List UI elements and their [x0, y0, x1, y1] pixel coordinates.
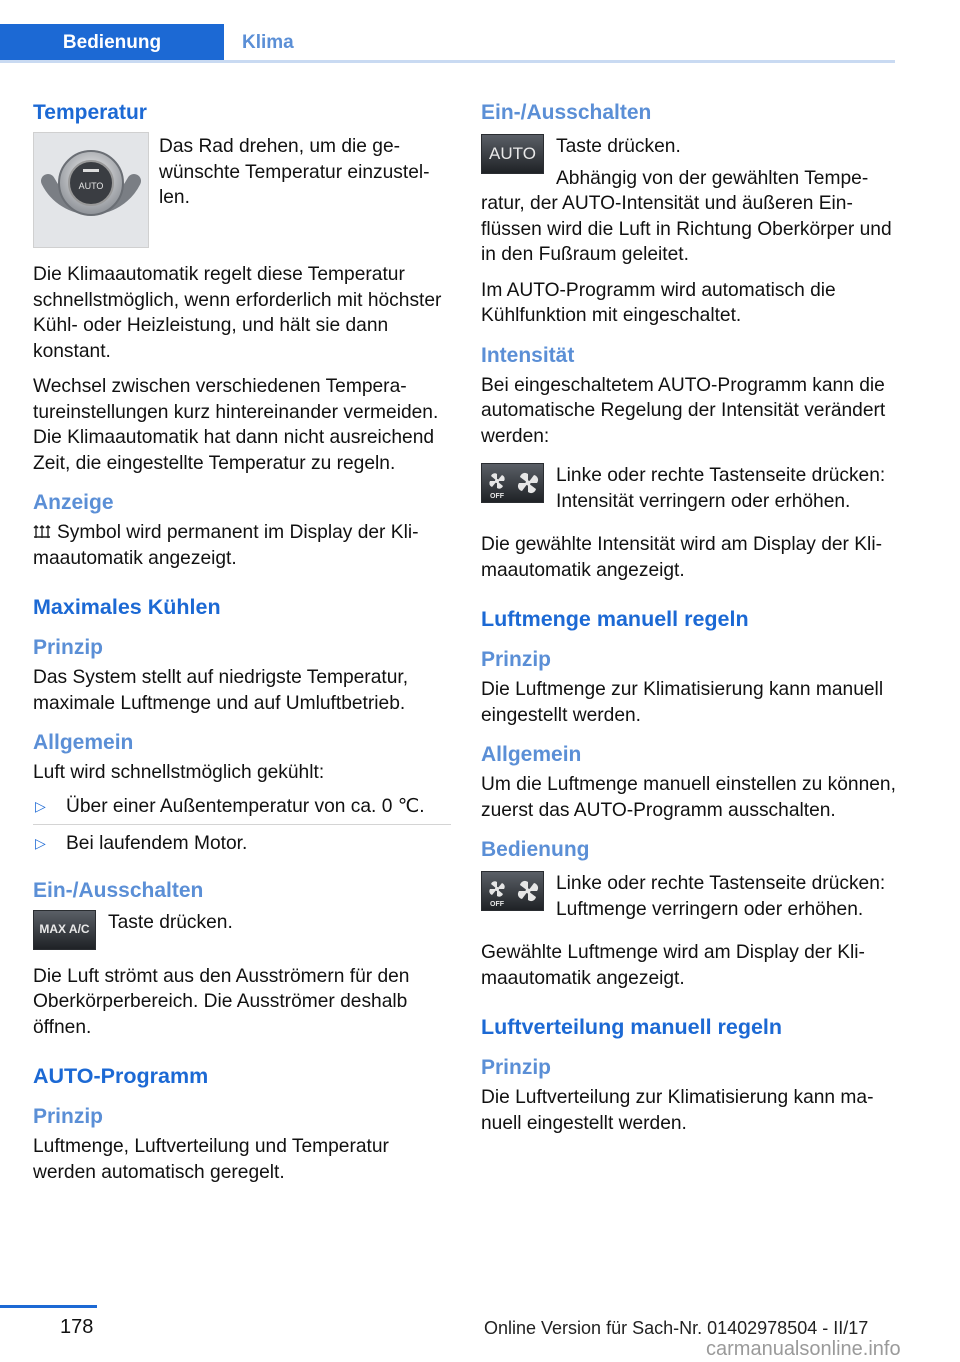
max-cooling-symbol-icon [33, 522, 51, 538]
luftmenge-allgemein-text: Um die Luftmenge manuell einstellen zu können, zuerst das AUTO-Programm ausschalten. [481, 774, 896, 821]
temperatur-instruction: Das Rad drehen, um die gewünschte Temperatur einzustellen. [159, 136, 430, 208]
tab-bedienung[interactable]: Bedienung [0, 24, 224, 62]
luftmenge-prinzip-heading: Prinzip [481, 648, 552, 671]
fan-button-image [481, 463, 544, 503]
allgemein-heading: Allgemein [33, 731, 134, 754]
temperatur-heading: Temperatur [33, 101, 147, 124]
max-ac-block [33, 910, 451, 954]
auto-prinzip-text: Luftmenge, Luftverteilung und Temperatur werden automatisch geregelt. [33, 1136, 389, 1183]
temperature-knob-image [33, 132, 149, 248]
tab-klima[interactable]: Klima [242, 32, 294, 53]
temperatur-paragraph-1: Die Klimaautomatik regelt diese Temperatur schnellstmöglich, wenn erforderlich mit höchster Kühl- oder Heizleistung, und hält sie dann konstant. [33, 264, 442, 362]
auto-ein-ausschalten-heading: Ein-/Ausschalten [481, 101, 652, 124]
online-version-text: Online Version für Sach-Nr. 01402978504 - II/17 [484, 1318, 869, 1338]
knob-icon [36, 135, 146, 245]
fan-icon [482, 464, 543, 502]
anzeige-paragraph [33, 520, 451, 571]
triangle-bullet-icon: ▷ [35, 835, 46, 851]
auto-button-block [481, 134, 896, 278]
luftmenge-button-text: Linke oder rechte Tastenseite drücken: Luftmenge verringern oder erhöhen. [556, 873, 886, 920]
auto-paragraph: Im AUTO-Programm wird automatisch die Kühlfunktion mit eingeschaltet. [481, 279, 836, 326]
luftverteilung-prinzip-text: Die Luftverteilung zur Klimatisierung kann manuell eingestellt werden. [481, 1087, 874, 1134]
maximales-kuehlen-heading: Maximales Kühlen [33, 595, 221, 619]
list-item: ▷ Bei laufendem Motor. [33, 831, 451, 862]
temperatur-paragraph-2: Wechsel zwischen verschiedenen Temperatureinstellungen kurz hintereinander vermeiden. Die Klimaautomatik hat dann nicht ausreichend Zeit, die eingestellte Temperatur zu regeln. [33, 376, 439, 474]
svg-text:OFF: OFF [490, 901, 504, 908]
prinzip-heading: Prinzip [33, 636, 104, 659]
auto-prinzip-heading: Prinzip [33, 1105, 104, 1128]
intensitaet-heading: Intensität [481, 343, 575, 367]
max-ac-paragraph: Die Luft strömt aus den Ausströmern für den Oberkörperbereich. Die Ausströmer deshalb öffnen. [33, 965, 410, 1038]
prinzip-text: Das System stellt auf niedrigste Temperatur, maximale Luftmenge und auf Umluftbetrieb. [33, 667, 409, 714]
anzeige-text: Symbol wird permanent im Display der Klimaautomatik angezeigt. [33, 522, 419, 569]
auto-instruction: Taste drücken. [556, 136, 681, 157]
intensitaet-button-text: Linke oder rechte Tastenseite drücken: Intensität verringern oder erhöhen. [556, 465, 886, 512]
header-divider [0, 60, 895, 63]
watermark: carmanualsonline.info [706, 1338, 901, 1360]
list-item: ▷ Über einer Außentemperatur von ca. 0 ℃. [33, 794, 451, 826]
triangle-bullet-icon: ▷ [35, 797, 46, 814]
luftverteilung-heading: Luftverteilung manuell regeln [481, 1015, 783, 1039]
max-ac-button-image: MAX A/C [33, 910, 96, 950]
auto-programm-heading: AUTO-Programm [33, 1064, 209, 1088]
ein-ausschalten-heading: Ein-/Ausschalten [33, 878, 204, 902]
auto-description: Abhängig von der gewählten Temperatur, der AUTO-Intensität und äußeren Einflüssen wird die Luft in Richtung Oberkörper und in den Fußraum geleitet. [481, 167, 892, 265]
max-ac-instruction: Taste drücken. [108, 911, 233, 933]
fan-icon [482, 872, 543, 910]
temperatur-block [33, 132, 451, 252]
intensitaet-paragraph: Die gewählte Intensität wird am Display der Klimaautomatik angezeigt. [481, 534, 882, 581]
footer-divider [0, 1305, 97, 1308]
svg-text:OFF: OFF [490, 493, 504, 500]
svg-text:AUTO: AUTO [78, 181, 104, 191]
conditions-list [33, 794, 451, 862]
luftmenge-button-block [481, 871, 896, 932]
header-tabs [0, 24, 294, 62]
luftmenge-prinzip-text: Die Luftmenge zur Klimatisierung kann manuell eingestellt werden. [481, 679, 884, 726]
intensitaet-button-block [481, 463, 896, 524]
intensitaet-text: Bei eingeschaltetem AUTO-Programm kann die automatische Regelung der Intensität verändert werden: [481, 374, 886, 447]
luftmenge-bedienung-heading: Bedienung [481, 838, 590, 861]
right-column [481, 100, 896, 1146]
luftmenge-allgemein-heading: Allgemein [481, 743, 582, 766]
page-number: 178 [60, 1316, 94, 1338]
anzeige-heading: Anzeige [33, 491, 114, 514]
fan-button-image [481, 871, 544, 911]
auto-button-image: AUTO [481, 134, 544, 174]
luftverteilung-prinzip-heading: Prinzip [481, 1056, 552, 1079]
luftmenge-paragraph: Gewählte Luftmenge wird am Display der Klimaautomatik angezeigt. [481, 942, 865, 989]
luftmenge-heading: Luftmenge manuell regeln [481, 607, 749, 631]
left-column [33, 100, 451, 1195]
allgemein-text: Luft wird schnellstmöglich gekühlt: [33, 762, 325, 783]
